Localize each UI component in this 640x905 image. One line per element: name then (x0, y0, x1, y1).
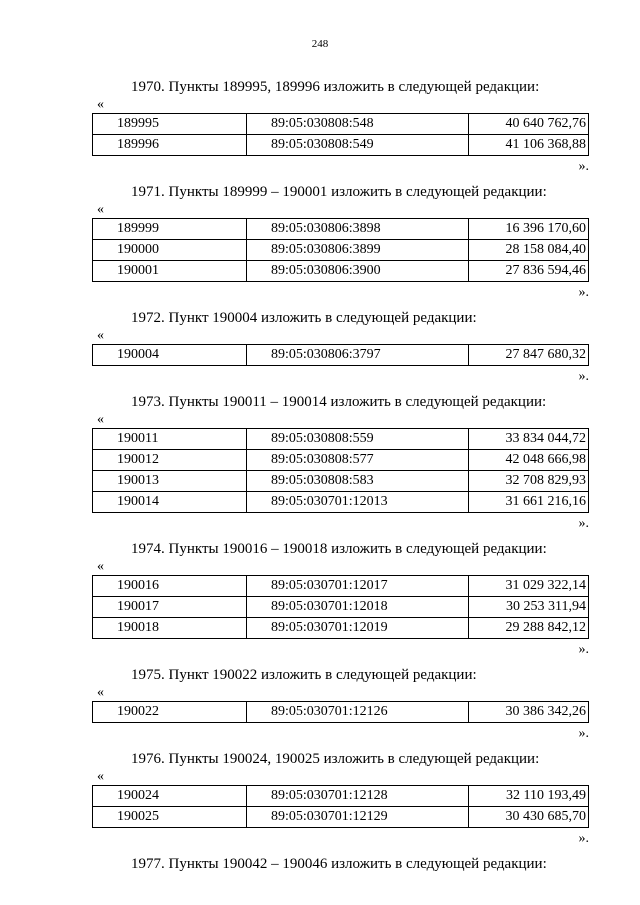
amendment-heading: 1976. Пункты 190024, 190025 изложить в следующей редакции: (131, 751, 540, 767)
opening-quote: « (97, 559, 104, 574)
table-row (93, 114, 589, 135)
cadastral-number-cell: 89:05:030701:12013 (247, 492, 469, 513)
cadastral-number-cell: 89:05:030808:583 (247, 471, 469, 492)
table-row (93, 345, 589, 366)
amendment-section (0, 749, 640, 854)
item-number-cell: 190025 (93, 807, 247, 828)
amendment-heading: 1971. Пункты 189999 – 190001 изложить в следующей редакции: (131, 184, 547, 200)
parcel-table (92, 344, 589, 366)
opening-quote: « (97, 202, 104, 217)
table-row (93, 576, 589, 597)
amendment-section (0, 182, 640, 308)
cadastral-number-cell: 89:05:030806:3898 (247, 219, 469, 240)
closing-quote: ». (578, 831, 589, 846)
closing-quote: ». (578, 642, 589, 657)
opening-quote: « (97, 97, 104, 112)
value-cell: 30 253 311,94 (469, 597, 589, 618)
value-cell: 42 048 666,98 (469, 450, 589, 471)
cadastral-number-cell: 89:05:030808:549 (247, 135, 469, 156)
table-row (93, 429, 589, 450)
amendment-heading: 1977. Пункты 190042 – 190046 изложить в следующей редакции: (131, 856, 547, 872)
document-body (0, 77, 640, 874)
value-cell: 32 708 829,93 (469, 471, 589, 492)
value-cell: 31 029 322,14 (469, 576, 589, 597)
opening-quote: « (97, 328, 104, 343)
cadastral-number-cell: 89:05:030701:12017 (247, 576, 469, 597)
cadastral-number-cell: 89:05:030808:577 (247, 450, 469, 471)
item-number-cell: 190000 (93, 240, 247, 261)
amendment-section (0, 392, 640, 539)
item-number-cell: 189995 (93, 114, 247, 135)
amendment-heading: 1970. Пункты 189995, 189996 изложить в следующей редакции: (131, 79, 540, 95)
item-number-cell: 190012 (93, 450, 247, 471)
value-cell: 30 430 685,70 (469, 807, 589, 828)
item-number-cell: 190013 (93, 471, 247, 492)
closing-quote: ». (578, 159, 589, 174)
parcel-table (92, 113, 589, 156)
value-cell: 33 834 044,72 (469, 429, 589, 450)
item-number-cell: 190001 (93, 261, 247, 282)
cadastral-number-cell: 89:05:030701:12129 (247, 807, 469, 828)
parcel-table (92, 428, 589, 513)
value-cell: 28 158 084,40 (469, 240, 589, 261)
cadastral-number-cell: 89:05:030701:12018 (247, 597, 469, 618)
value-cell: 41 106 368,88 (469, 135, 589, 156)
amendment-section (0, 665, 640, 749)
table-row (93, 471, 589, 492)
amendment-section (0, 77, 640, 182)
parcel-table (92, 575, 589, 639)
table-row (93, 492, 589, 513)
item-number-cell: 190017 (93, 597, 247, 618)
table-row (93, 135, 589, 156)
table-row (93, 618, 589, 639)
cadastral-number-cell: 89:05:030806:3899 (247, 240, 469, 261)
closing-quote: ». (578, 516, 589, 531)
table-row (93, 597, 589, 618)
table-row (93, 261, 589, 282)
item-number-cell: 190022 (93, 702, 247, 723)
table-row (93, 807, 589, 828)
value-cell: 29 288 842,12 (469, 618, 589, 639)
cadastral-number-cell: 89:05:030701:12128 (247, 786, 469, 807)
closing-quote: ». (578, 369, 589, 384)
table-row (93, 702, 589, 723)
amendment-heading: 1972. Пункт 190004 изложить в следующей редакции: (131, 310, 477, 326)
amendment-heading: 1973. Пункты 190011 – 190014 изложить в следующей редакции: (131, 394, 547, 410)
item-number-cell: 189996 (93, 135, 247, 156)
cadastral-number-cell: 89:05:030806:3797 (247, 345, 469, 366)
table-row (93, 450, 589, 471)
value-cell: 27 836 594,46 (469, 261, 589, 282)
value-cell: 31 661 216,16 (469, 492, 589, 513)
amendment-heading: 1975. Пункт 190022 изложить в следующей редакции: (131, 667, 477, 683)
cadastral-number-cell: 89:05:030701:12019 (247, 618, 469, 639)
table-row (93, 240, 589, 261)
cadastral-number-cell: 89:05:030808:548 (247, 114, 469, 135)
value-cell: 27 847 680,32 (469, 345, 589, 366)
amendment-section (0, 539, 640, 665)
item-number-cell: 190004 (93, 345, 247, 366)
cadastral-number-cell: 89:05:030808:559 (247, 429, 469, 450)
value-cell: 40 640 762,76 (469, 114, 589, 135)
opening-quote: « (97, 769, 104, 784)
opening-quote: « (97, 685, 104, 700)
parcel-table (92, 218, 589, 282)
item-number-cell: 190024 (93, 786, 247, 807)
item-number-cell: 190016 (93, 576, 247, 597)
closing-quote: ». (578, 726, 589, 741)
item-number-cell: 190011 (93, 429, 247, 450)
page-number: 248 (311, 38, 329, 50)
value-cell: 32 110 193,49 (469, 786, 589, 807)
amendment-section (0, 308, 640, 392)
item-number-cell: 190018 (93, 618, 247, 639)
cadastral-number-cell: 89:05:030806:3900 (247, 261, 469, 282)
value-cell: 30 386 342,26 (469, 702, 589, 723)
cadastral-number-cell: 89:05:030701:12126 (247, 702, 469, 723)
item-number-cell: 190014 (93, 492, 247, 513)
opening-quote: « (97, 412, 104, 427)
closing-quote: ». (578, 285, 589, 300)
amendment-heading: 1974. Пункты 190016 – 190018 изложить в следующей редакции: (131, 541, 547, 557)
item-number-cell: 189999 (93, 219, 247, 240)
parcel-table (92, 785, 589, 828)
parcel-table (92, 701, 589, 723)
table-row (93, 219, 589, 240)
table-row (93, 786, 589, 807)
value-cell: 16 396 170,60 (469, 219, 589, 240)
amendment-section (0, 854, 640, 874)
